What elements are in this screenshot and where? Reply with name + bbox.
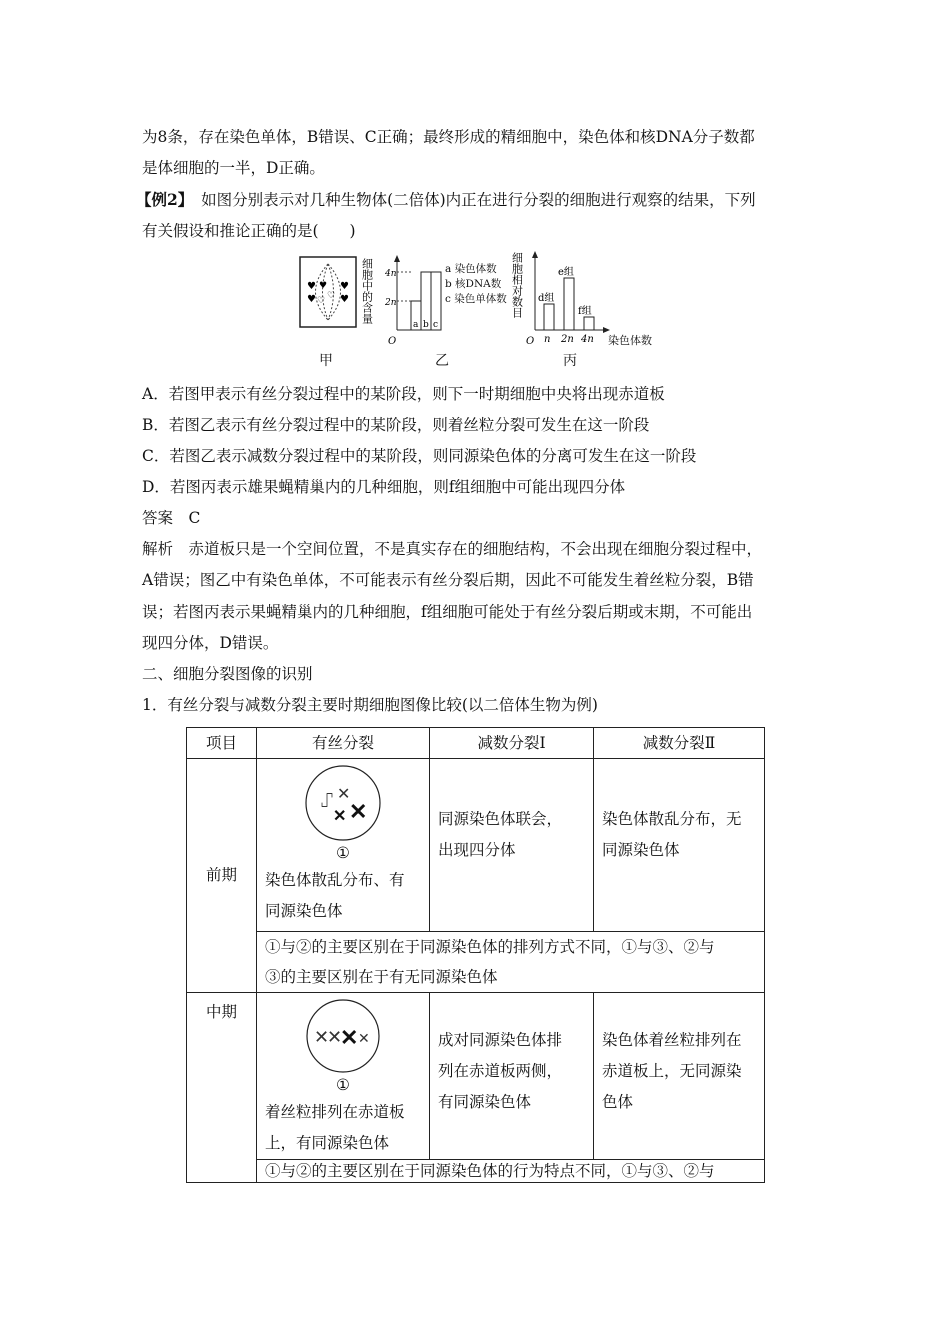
stage-metaphase: 中期 [187, 993, 257, 1183]
bing-xtick-1: 2n [561, 334, 574, 345]
metaphase-meiosis2-text-3: 色体 [602, 1092, 634, 1111]
metaphase-cell-figure [303, 997, 383, 1075]
svg-text:✕: ✕ [314, 1027, 330, 1048]
option-b: B．若图乙表示有丝分裂过程中的某阶段，则着丝粒分裂可发生在这一阶段 [142, 416, 650, 434]
metaphase-meiosis1-text-2: 列在赤道板两侧， [438, 1061, 563, 1080]
metaphase-meiosis1-text-3: 有同源染色体 [438, 1092, 532, 1111]
bing-bar-f组 [584, 317, 594, 330]
cell-prophase-meiosis-2 [594, 759, 765, 932]
bing-bar-e组 [564, 278, 574, 330]
yi-origin: O [388, 336, 397, 347]
bing-origin: O [526, 336, 535, 347]
prophase-cell-figure [303, 763, 383, 843]
example-text: 如图分别表示对几种生物体(二倍体)内正在进行分裂的细胞进行观察的结果，下列 [201, 191, 756, 209]
metaphase-figure-num: ① [336, 1076, 350, 1094]
para-line-1: 为8条，存在染色单体，B错误、C正确；最终形成的精细胞中，染色体和核DNA分子数都 [142, 128, 755, 146]
cell-prophase-mitosis [257, 759, 430, 932]
prophase-meiosis2-text-1: 染色体散乱分布，无 [602, 810, 742, 828]
bing-ylabel: 细胞相对数目 [510, 252, 524, 318]
option-c: C．若图乙表示减数分裂过程中的某阶段，则同源染色体的分离可发生在这一阶段 [142, 447, 697, 465]
yi-bar-letter-c: c [433, 320, 439, 330]
cell-metaphase-mitosis [257, 993, 430, 1160]
para-line-2: 是体细胞的一半，D正确。 [142, 159, 325, 177]
bing-group-label-2: f组 [578, 306, 592, 317]
analysis-line-2: A错误；图乙中有染色单体，不可能表示有丝分裂后期，因此不可能发生着丝粒分裂，B错 [142, 571, 754, 589]
yi-tick-2n: 2n [385, 298, 397, 308]
cell-prophase-meiosis-1 [430, 759, 594, 932]
cell-metaphase-meiosis-1 [430, 993, 594, 1160]
bing-group-label-0: d组 [538, 293, 555, 304]
prophase-mitosis-text-1: 染色体散乱分布、有 [265, 871, 405, 889]
prophase-note [257, 932, 765, 993]
svg-text:✕: ✕ [327, 1027, 343, 1048]
example-label: 【例2】 [136, 190, 186, 209]
yi-bar-letter-a: a [413, 320, 419, 330]
table-row-metaphase [187, 993, 765, 1160]
figure-yi-label: 乙 [435, 353, 449, 369]
svg-text:♥: ♥ [307, 294, 316, 305]
prophase-meiosis1-text-1: 同源染色体联会， [438, 810, 563, 828]
header-item: 项目 [187, 728, 257, 759]
metaphase-mitosis-text-2: 上，有同源染色体 [265, 1134, 390, 1152]
svg-text:♥: ♥ [307, 281, 316, 292]
analysis-line-3: 误；若图丙表示果蝇精巢内的几种细胞，f组细胞可能处于有丝分裂后期或末期，不可能出 [142, 603, 753, 621]
svg-text:♡: ♡ [317, 296, 326, 306]
stage-prophase: 前期 [187, 759, 257, 993]
yi-bar-letter-b: b [423, 320, 429, 330]
yi-legend-a: a 染色体数 [445, 263, 497, 275]
svg-text:✕: ✕ [358, 1031, 370, 1047]
table-row-metaphase-note [187, 1160, 765, 1183]
figure-jia-label: 甲 [319, 353, 333, 369]
example-line-1 [136, 190, 756, 210]
cell-metaphase-meiosis-2 [594, 993, 765, 1160]
svg-text:✕: ✕ [337, 784, 351, 803]
yi-legend [445, 262, 507, 307]
prophase-note-1: ①与②的主要区别在于同源染色体的排列方式不同，①与③、②与 [265, 938, 715, 956]
prophase-note-2: ③的主要区别在于有无同源染色体 [265, 968, 498, 986]
prophase-meiosis2-text-2: 同源染色体 [602, 841, 680, 859]
comparison-table [186, 727, 765, 1183]
svg-text:✕: ✕ [333, 806, 347, 825]
bing-group-label-1: e组 [558, 267, 574, 278]
svg-text:✕: ✕ [349, 799, 368, 825]
example-line-2: 有关假设和推论正确的是( ) [142, 222, 356, 240]
svg-text:♥: ♥ [319, 281, 328, 291]
table-row-prophase [187, 759, 765, 932]
svg-text:♥: ♥ [340, 281, 349, 292]
table-row-prophase-note [187, 932, 765, 993]
yi-legend-c: c 染色单体数 [445, 293, 507, 305]
bing-xtick-2: 4n [581, 334, 594, 345]
figure-jia-cell [299, 256, 369, 336]
header-meiosis-2: 减数分裂Ⅱ [594, 728, 765, 759]
metaphase-meiosis2-text-2: 赤道板上，无同源染 [602, 1061, 742, 1080]
answer: 答案 C [142, 509, 201, 527]
metaphase-meiosis2-text-1: 染色体着丝粒排列在 [602, 1030, 742, 1049]
section-heading: 二、细胞分裂图像的识别 [142, 665, 313, 683]
prophase-meiosis1-text-2: 出现四分体 [438, 841, 516, 859]
prophase-mitosis-text-2: 同源染色体 [265, 902, 343, 920]
header-mitosis: 有丝分裂 [257, 728, 430, 759]
metaphase-mitosis-text-1: 着丝粒排列在赤道板 [265, 1103, 405, 1121]
yi-tick-4n: 4n [385, 269, 397, 279]
bing-xtick-0: n [544, 334, 551, 345]
metaphase-meiosis1-text-1: 成对同源染色体排 [438, 1030, 563, 1049]
analysis-line-4: 现四分体，D错误。 [142, 634, 279, 652]
bing-bar-d组 [544, 304, 554, 330]
svg-text:♥: ♥ [340, 294, 349, 305]
option-d: D．若图丙表示雄果蝇精巢内的几种细胞，则f组细胞中可能出现四分体 [142, 478, 626, 496]
example-figure [295, 248, 665, 368]
prophase-figure-num: ① [336, 844, 350, 862]
svg-text:✕: ✕ [340, 1025, 359, 1051]
yi-ylabel: 细胞中的含量 [360, 258, 374, 324]
metaphase-note: ①与②的主要区别在于同源染色体的行为特点不同，①与③、②与 [257, 1160, 765, 1183]
option-a: A．若图甲表示有丝分裂过程中的某阶段，则下一时期细胞中央将出现赤道板 [142, 385, 665, 403]
svg-text:⑀: ⑀ [321, 788, 333, 812]
bing-xlabel: 染色体数 [608, 334, 652, 347]
svg-text:♡: ♡ [327, 291, 336, 301]
table-header-row [187, 728, 765, 759]
item-heading: 1．有丝分裂与减数分裂主要时期细胞图像比较(以二倍体生物为例) [142, 696, 598, 714]
figure-bing-label: 丙 [563, 353, 577, 369]
analysis-line-1: 解析 赤道板只是一个空间位置，不是真实存在的细胞结构，不会出现在细胞分裂过程中， [142, 540, 763, 558]
yi-legend-b: b 核DNA数 [445, 278, 502, 290]
header-meiosis-1: 减数分裂Ⅰ [430, 728, 594, 759]
